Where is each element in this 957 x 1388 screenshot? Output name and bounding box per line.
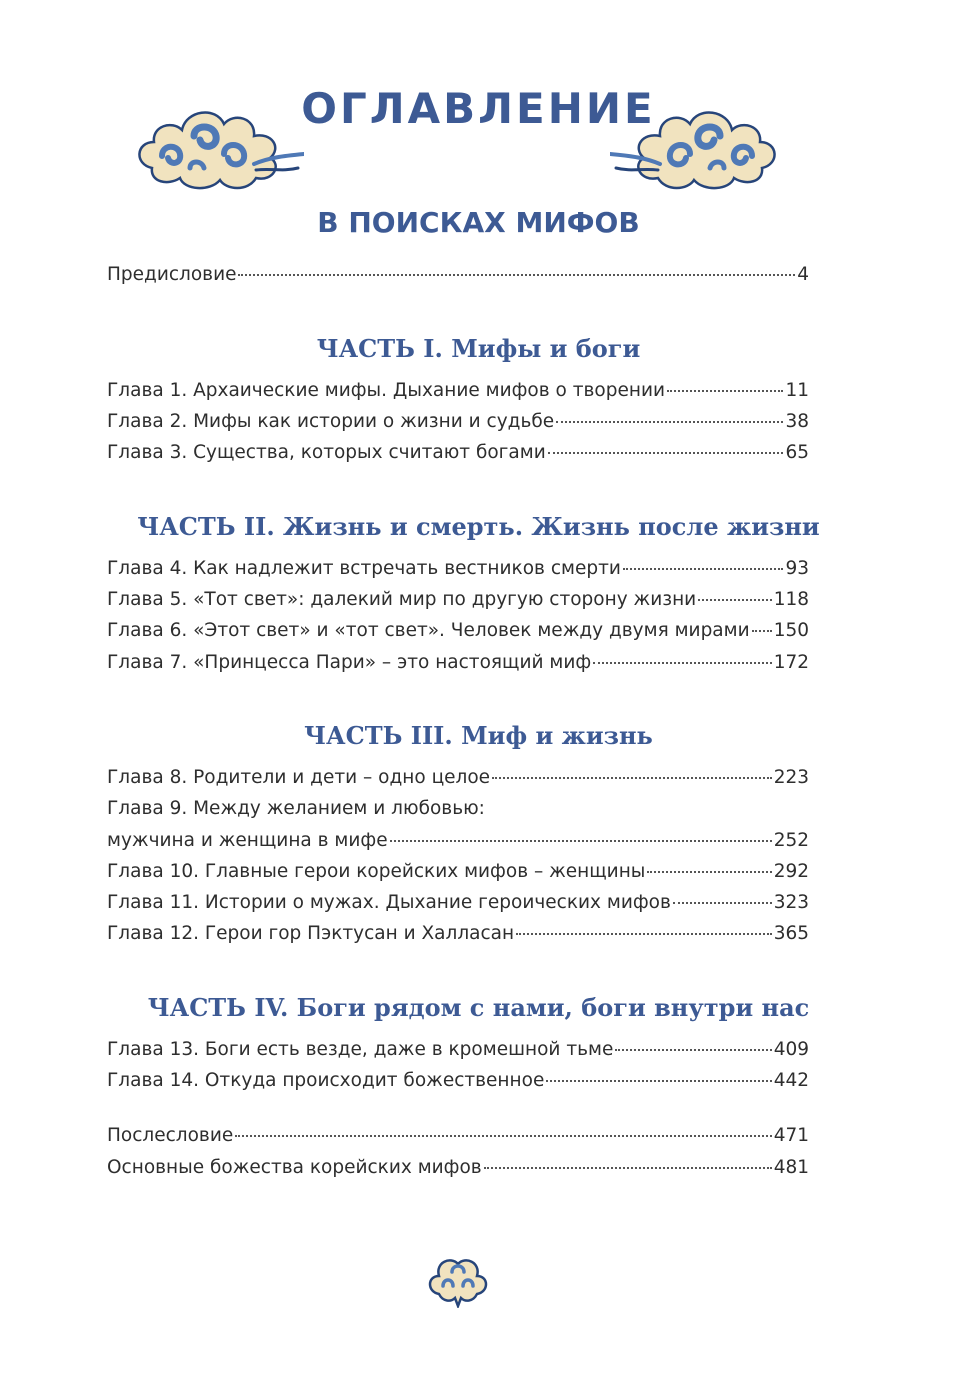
entry-page: 118 xyxy=(773,589,809,610)
entry-page: 93 xyxy=(785,558,809,579)
entry-title: Глава 7. «Принцесса Пари» – это настоящий миф xyxy=(107,652,592,673)
entry-title: Глава 3. Существа, которых считают богами xyxy=(107,442,546,463)
leader-dots xyxy=(238,274,795,276)
entry-title: мужчина и женщина в мифе xyxy=(107,830,388,851)
leader-dots xyxy=(235,1135,771,1137)
entry-title: Предисловие xyxy=(107,264,237,285)
part-heading-1: ЧАСТЬ I. Мифы и боги xyxy=(316,334,641,363)
entry-title: Глава 5. «Тот свет»: далекий мир по другую сторону жизни xyxy=(107,589,697,610)
part-heading-3: ЧАСТЬ III. Миф и жизнь xyxy=(304,721,653,750)
toc-entry-preface[interactable] xyxy=(107,264,809,290)
entry-page: 409 xyxy=(773,1039,809,1060)
entry-title: Глава 1. Архаические мифы. Дыхание мифов о творении xyxy=(107,380,665,401)
toc-entry[interactable] xyxy=(107,1070,809,1096)
leader-dots xyxy=(548,452,784,454)
entry-page: 365 xyxy=(773,923,809,944)
toc-entry[interactable] xyxy=(107,442,809,468)
entry-page: 323 xyxy=(773,892,809,913)
toc-entry[interactable] xyxy=(107,620,809,646)
entry-title: Глава 2. Мифы как истории о жизни и судьбе xyxy=(107,411,555,432)
entry-title: Основные божества корейских мифов xyxy=(107,1157,482,1178)
entry-title: Послесловие xyxy=(107,1125,234,1146)
part-heading-2: ЧАСТЬ II. Жизнь и смерть. Жизнь после жизни xyxy=(137,512,820,541)
entry-page: 4 xyxy=(797,264,809,285)
toc-entry[interactable] xyxy=(107,923,809,949)
toc-entry[interactable] xyxy=(107,380,809,406)
small-cloud-icon xyxy=(425,1250,491,1308)
cloud-ornament-icon xyxy=(610,98,782,194)
leader-dots xyxy=(484,1167,772,1169)
entry-title: Глава 13. Боги есть везде, даже в кромешной тьме xyxy=(107,1039,614,1060)
toc-entry-deities[interactable] xyxy=(107,1157,809,1183)
toc-entry[interactable] xyxy=(107,589,809,615)
toc-entry[interactable] xyxy=(107,767,809,793)
toc-entry[interactable] xyxy=(107,411,809,437)
part-heading-4: ЧАСТЬ IV. Боги рядом с нами, боги внутри нас xyxy=(147,993,810,1022)
toc-entry[interactable] xyxy=(107,652,809,678)
entry-title: Глава 12. Герои гор Пэктусан и Халласан xyxy=(107,923,515,944)
entry-page: 11 xyxy=(785,380,809,401)
leader-dots xyxy=(390,840,772,842)
entry-title: Глава 9. Между желанием и любовью: xyxy=(107,798,485,819)
leader-dots xyxy=(516,933,772,935)
entry-title: Глава 8. Родители и дети – одно целое xyxy=(107,767,491,788)
toc-entry[interactable] xyxy=(107,892,809,918)
toc-entry-afterword[interactable] xyxy=(107,1125,809,1151)
entry-page: 223 xyxy=(773,767,809,788)
entry-title: Глава 6. «Этот свет» и «тот свет». Человек между двумя мирами xyxy=(107,620,750,641)
leader-dots xyxy=(593,662,772,664)
leader-dots xyxy=(647,871,771,873)
entry-page: 150 xyxy=(773,620,809,641)
page-title: ОГЛАВЛЕНИЕ xyxy=(301,84,656,133)
entry-page: 65 xyxy=(785,442,809,463)
leader-dots xyxy=(752,630,772,632)
toc-entry[interactable] xyxy=(107,798,809,824)
entry-page: 471 xyxy=(773,1125,809,1146)
toc-entry[interactable] xyxy=(107,1039,809,1065)
entry-page: 38 xyxy=(785,411,809,432)
entry-page: 442 xyxy=(773,1070,809,1091)
leader-dots xyxy=(698,599,771,601)
leader-dots xyxy=(615,1049,771,1051)
entry-page: 172 xyxy=(773,652,809,673)
entry-page: 292 xyxy=(773,861,809,882)
toc-entry[interactable] xyxy=(107,830,809,856)
leader-dots xyxy=(667,390,783,392)
entry-title: Глава 14. Откуда происходит божественное xyxy=(107,1070,545,1091)
leader-dots xyxy=(492,777,772,779)
leader-dots xyxy=(546,1080,771,1082)
entry-title: Глава 10. Главные герои корейских мифов – женщины xyxy=(107,861,646,882)
leader-dots xyxy=(623,568,784,570)
leader-dots xyxy=(673,902,772,904)
toc-entry[interactable] xyxy=(107,558,809,584)
entry-page: 252 xyxy=(773,830,809,851)
leader-dots xyxy=(556,421,783,423)
entry-title: Глава 4. Как надлежит встречать вестников смерти xyxy=(107,558,621,579)
entry-page: 481 xyxy=(773,1157,809,1178)
toc-entry[interactable] xyxy=(107,861,809,887)
entry-title: Глава 11. Истории о мужах. Дыхание героических мифов xyxy=(107,892,671,913)
section-title: В ПОИСКАХ МИФОВ xyxy=(317,206,640,239)
